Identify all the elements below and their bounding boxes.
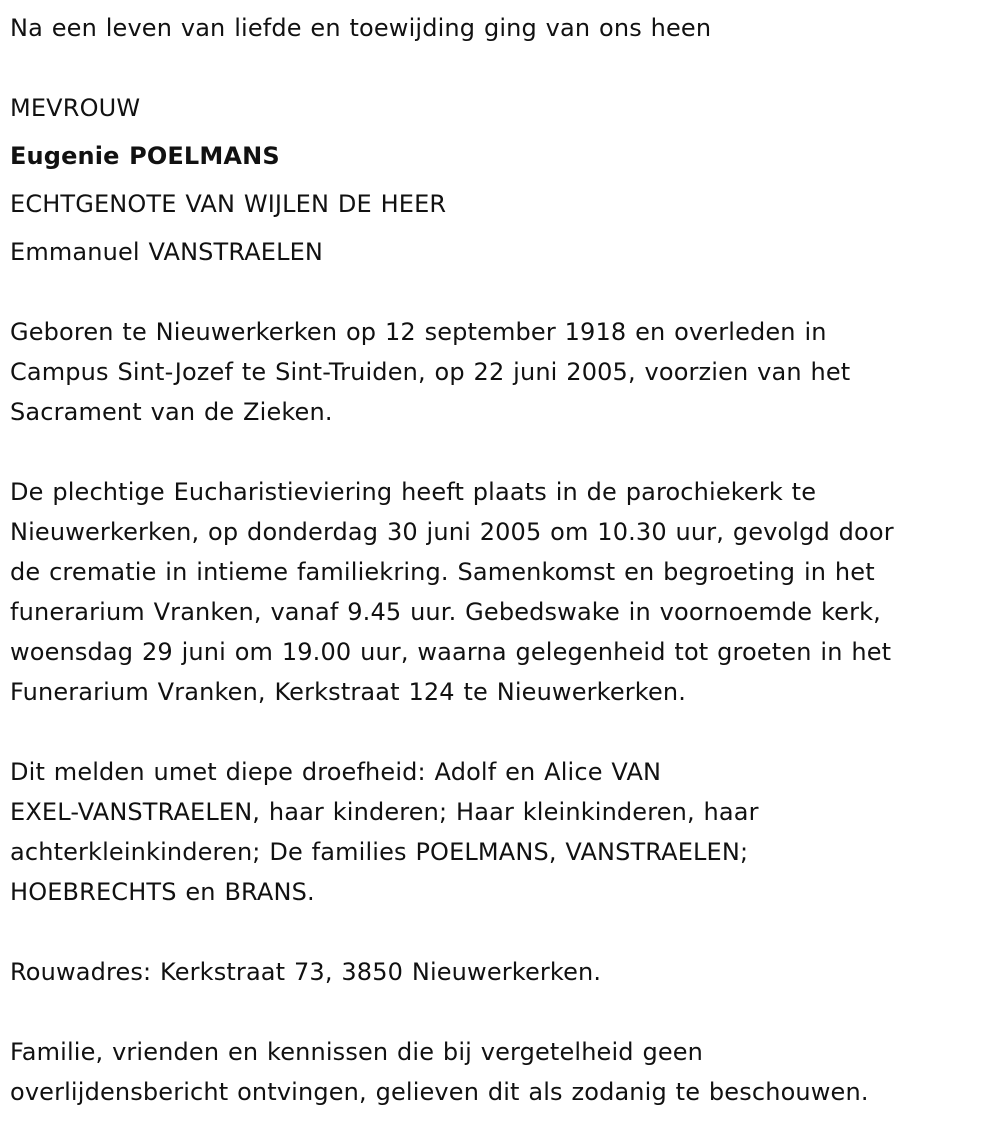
paragraph-line: funerarium Vranken, vanaf 9.45 uur. Gebedswake in voornoemde kerk, xyxy=(10,598,881,626)
paragraph-line: overlijdensbericht ontvingen, gelieven dit als zodanig te beschouwen. xyxy=(10,1078,869,1106)
paragraph-line: Funerarium Vranken, Kerkstraat 124 te Nieuwerkerken. xyxy=(10,678,687,706)
intro-text: Na een leven van liefde en toewijding ging van ons heen xyxy=(10,14,712,42)
paragraph-line: EXEL-VANSTRAELEN, haar kinderen; Haar kleinkinderen, haar xyxy=(10,798,759,826)
paragraph-line: Geboren te Nieuwerkerken op 12 september 1918 en overleden in xyxy=(10,318,827,346)
paragraph-line: Campus Sint-Jozef te Sint-Truiden, op 22 juni 2005, voorzien van het xyxy=(10,358,851,386)
ceremony-paragraph xyxy=(10,472,1000,712)
paragraph-line: Nieuwerkerken, op donderdag 30 juni 2005 om 10.30 uur, gevolgd door xyxy=(10,518,894,546)
spouse-name: Emmanuel VANSTRAELEN xyxy=(10,238,324,266)
paragraph-line: Sacrament van de Zieken. xyxy=(10,398,333,426)
address-paragraph xyxy=(10,952,1000,992)
deceased-name: Eugenie POELMANS xyxy=(10,142,280,170)
paragraph-line: Rouwadres: Kerkstraat 73, 3850 Nieuwerkerken. xyxy=(10,958,602,986)
relation-text: ECHTGENOTE VAN WIJLEN DE HEER xyxy=(10,190,447,218)
paragraph-line: achterkleinkinderen; De families POELMANS, VANSTRAELEN; xyxy=(10,838,749,866)
paragraph-line: Dit melden umet diepe droefheid: Adolf en Alice VAN xyxy=(10,758,662,786)
birth-death-paragraph xyxy=(10,312,1000,432)
family-paragraph xyxy=(10,752,1000,912)
closing-paragraph xyxy=(10,1032,1000,1112)
paragraph-line: De plechtige Eucharistieviering heeft plaats in de parochiekerk te xyxy=(10,478,817,506)
honorific-title: MEVROUW xyxy=(10,94,141,122)
paragraph-line: HOEBRECHTS en BRANS. xyxy=(10,878,315,906)
paragraph-line: de crematie in intieme familiekring. Samenkomst en begroeting in het xyxy=(10,558,875,586)
paragraph-line: woensdag 29 juni om 19.00 uur, waarna gelegenheid tot groeten in het xyxy=(10,638,892,666)
paragraph-line: Familie, vrienden en kennissen die bij vergetelheid geen xyxy=(10,1038,704,1066)
